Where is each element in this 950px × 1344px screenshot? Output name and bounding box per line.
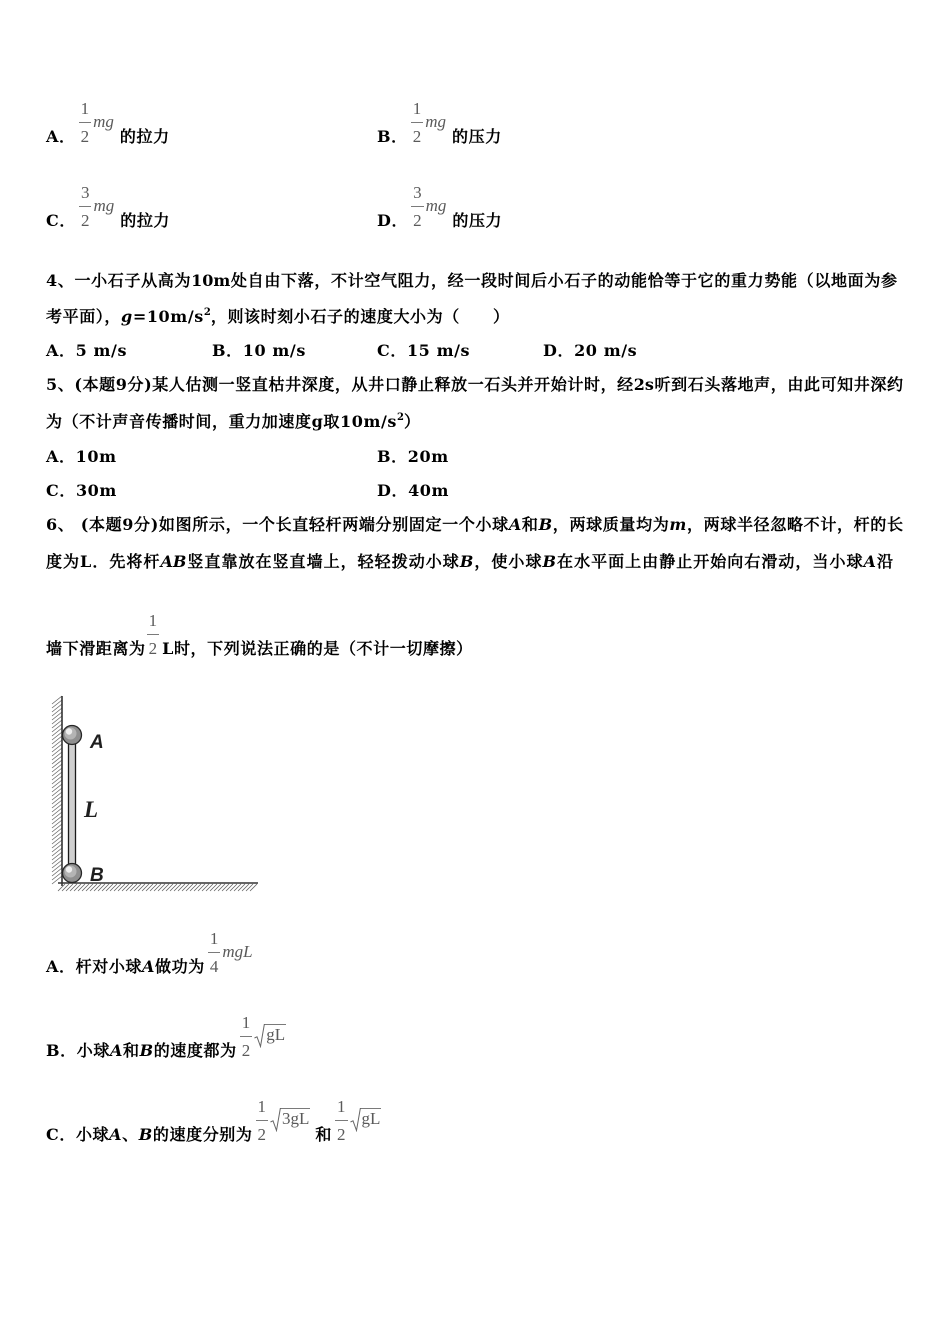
stem-text: ，两球半径忽略不计，杆的长 (686, 515, 903, 534)
ball-a (63, 726, 82, 745)
option-value: 15 m/s (406, 341, 471, 360)
superscript: 2 (203, 307, 211, 318)
fraction-numerator: 1 (240, 1015, 253, 1037)
q4-option-a (46, 341, 127, 361)
option-text: 做功为 (155, 957, 205, 976)
option-value: 40m (408, 481, 450, 500)
stem-text: 6、 (本题9分)如图所示，一个长直轻杆两端分别固定一个小球 (46, 515, 509, 534)
formula-variable: mg (93, 112, 114, 131)
stem-text: ） (404, 412, 421, 431)
stem-text: 竖直靠放在竖直墙上，轻轻拨动小球 (186, 552, 460, 571)
stem-text: 沿 (875, 552, 893, 571)
option-value: 10 m/s (242, 341, 306, 360)
q4-stem-line-2 (46, 307, 510, 327)
option-label: C． (46, 481, 76, 500)
square-root (270, 1108, 310, 1132)
option-text: 的压力 (452, 211, 503, 230)
fraction-denominator: 2 (257, 1125, 266, 1144)
formula (240, 1013, 286, 1061)
stem-text: 度为L．先将杆 (46, 552, 161, 571)
option-text: 小球 (76, 1041, 110, 1060)
wall-hatching (52, 696, 62, 884)
formula (79, 183, 115, 231)
fraction-denominator: 2 (337, 1125, 346, 1144)
option-label: C． (377, 341, 407, 360)
option-text: 的拉力 (120, 211, 171, 230)
q5-option-d (377, 481, 449, 501)
stem-text: ，则该时刻小石子的速度大小为（ ） (210, 307, 510, 326)
q4-option-c (377, 341, 470, 361)
q6-option-a (46, 929, 257, 977)
label-rod-length: L (84, 797, 99, 822)
option-label: D． (377, 481, 409, 500)
option-label: C． (46, 211, 76, 230)
q4-option-b (212, 341, 306, 361)
radical-sign-icon (254, 1024, 265, 1048)
option-text: 的速度分别为 (152, 1125, 253, 1144)
ball-symbol: B (139, 1041, 154, 1060)
rod-symbol: AB (160, 552, 187, 571)
q6-option-c (46, 1097, 384, 1145)
fraction-numerator: 3 (411, 185, 424, 207)
option-value: 5 m/s (75, 341, 128, 360)
formula-variable: mgL (222, 942, 253, 961)
formula (147, 611, 160, 659)
radicand: gL (361, 1109, 381, 1128)
stem-text: ，两球质量均为 (552, 515, 670, 534)
option-text: 和 (122, 1041, 140, 1060)
top-option-a (46, 99, 170, 147)
formula-body (79, 185, 114, 229)
q5-option-b (377, 447, 449, 467)
q4-option-d (543, 341, 637, 361)
fraction (256, 1099, 269, 1143)
q5-option-c (46, 481, 117, 501)
radicand: gL (266, 1025, 286, 1044)
fraction (240, 1015, 253, 1059)
option-joiner: 和 (315, 1125, 332, 1144)
option-label: A． (46, 447, 76, 466)
formula (208, 929, 253, 977)
q6-stem-line-1 (46, 515, 903, 535)
ball-symbol: B (138, 1125, 153, 1144)
fraction-numerator: 1 (335, 1099, 348, 1121)
label-ball-b: B (90, 865, 105, 886)
fraction (147, 613, 160, 657)
ball-symbol: A (109, 1041, 123, 1060)
gravity-symbol: g (121, 307, 133, 326)
fraction-numerator: 1 (256, 1099, 269, 1121)
top-option-b (377, 99, 502, 147)
fraction-numerator: 1 (411, 101, 424, 123)
option-label: C． (46, 1125, 76, 1144)
q5-stem-line-2 (46, 412, 421, 432)
ball-b (63, 864, 82, 883)
fraction (411, 101, 424, 145)
fraction-numerator: 1 (147, 613, 160, 635)
fraction-denominator: 2 (412, 127, 422, 146)
option-text: 小球 (75, 1125, 110, 1144)
option-label: D． (543, 341, 575, 360)
fraction (208, 931, 221, 975)
stem-text: 墙下滑距离为 (46, 639, 146, 658)
option-text: 的压力 (452, 127, 502, 146)
fraction (79, 101, 92, 145)
option-label: B． (212, 341, 243, 360)
q6-stem-line-2 (46, 552, 893, 572)
stem-text: L时，下列说法正确的是（不计一切摩擦） (162, 639, 473, 658)
ball-symbol: A (142, 957, 156, 976)
option-label: A． (46, 341, 76, 360)
ball-symbol: B (542, 552, 557, 571)
stem-text: 和 (521, 515, 539, 534)
fraction-numerator: 1 (208, 931, 221, 953)
stem-text: 为（不计声音传播时间，重力加速度g取10m/s (46, 412, 398, 431)
formula-variable: mg (93, 196, 115, 215)
radicand: 3gL (282, 1109, 310, 1128)
option-value: 20 m/s (574, 341, 638, 360)
formula-body (79, 101, 114, 145)
top-option-c (46, 183, 171, 231)
fraction (79, 185, 92, 229)
ball-symbol: A (109, 1125, 123, 1144)
option-label: B． (46, 1041, 77, 1060)
option-text: 、 (122, 1125, 139, 1144)
mass-symbol: m (669, 515, 687, 534)
formula (411, 183, 447, 231)
ball-symbol: B (538, 515, 553, 534)
option-label: B． (377, 447, 408, 466)
radical-sign-icon (270, 1108, 281, 1132)
formula-body (335, 1099, 381, 1143)
fraction-denominator: 2 (80, 211, 90, 230)
square-root (254, 1024, 286, 1048)
ball-symbol: B (459, 552, 474, 571)
fraction (411, 185, 424, 229)
fraction-numerator: 1 (79, 101, 92, 123)
fraction-denominator: 2 (241, 1041, 251, 1060)
stem-text: 考平面）， (46, 307, 122, 326)
option-value: 30m (75, 481, 117, 500)
formula-body (411, 185, 446, 229)
formula-body (240, 1015, 286, 1059)
formula-body (147, 613, 160, 657)
ball-symbol: A (863, 552, 876, 571)
stem-text: ，使小球 (473, 552, 543, 571)
q5-stem-line-1: 5、(本题9分)某人估测一竖直枯井深度，从井口静止释放一石头并开始计时，经2s听到石头落地声，由此可知井深约 (46, 375, 903, 394)
option-label: A． (46, 127, 76, 146)
formula (411, 99, 447, 147)
ball-symbol: A (508, 515, 522, 534)
stem-text: 在水平面上由静止开始向右滑动，当小球 (556, 552, 864, 571)
option-label: D． (377, 211, 409, 230)
option-value: 20m (407, 447, 449, 466)
q4-stem-line-1: 4、一小石子从高为10m处自由下落，不计空气阻力，经一段时间后小石子的动能恰等于它的重力势能（以地面为参 (46, 271, 897, 290)
label-ball-a: A (90, 732, 105, 753)
fraction-denominator: 2 (80, 127, 90, 146)
rod-against-wall-diagram (46, 690, 266, 895)
fraction-denominator: 2 (413, 211, 422, 230)
option-text: 的速度都为 (153, 1041, 237, 1060)
fraction-denominator: 2 (148, 639, 158, 658)
option-value: 10m (75, 447, 117, 466)
option-label: A． (46, 957, 76, 976)
square-root (350, 1108, 382, 1132)
formula (79, 99, 114, 147)
fraction-numerator: 3 (79, 185, 92, 207)
formula-body (256, 1099, 311, 1143)
q6-stem-line-3 (46, 611, 473, 659)
formula-speed-b (335, 1097, 381, 1145)
option-text: 杆对小球 (75, 957, 143, 976)
superscript: 2 (397, 412, 405, 423)
top-option-d (377, 183, 503, 231)
stem-text: =10m/s (132, 307, 204, 326)
option-text: 的拉力 (119, 127, 170, 146)
radical-sign-icon (350, 1108, 361, 1132)
fraction (335, 1099, 348, 1143)
formula-variable: mg (425, 112, 447, 131)
formula-body (208, 931, 253, 975)
q6-option-b (46, 1013, 290, 1061)
formula-body (411, 101, 446, 145)
light-rod (69, 735, 76, 873)
floor-hatching (58, 884, 257, 891)
fraction-denominator: 4 (209, 957, 219, 976)
formula-speed-a (256, 1097, 311, 1145)
option-label: B． (377, 127, 408, 146)
formula-variable: mg (425, 196, 447, 215)
q5-option-a (46, 447, 117, 467)
